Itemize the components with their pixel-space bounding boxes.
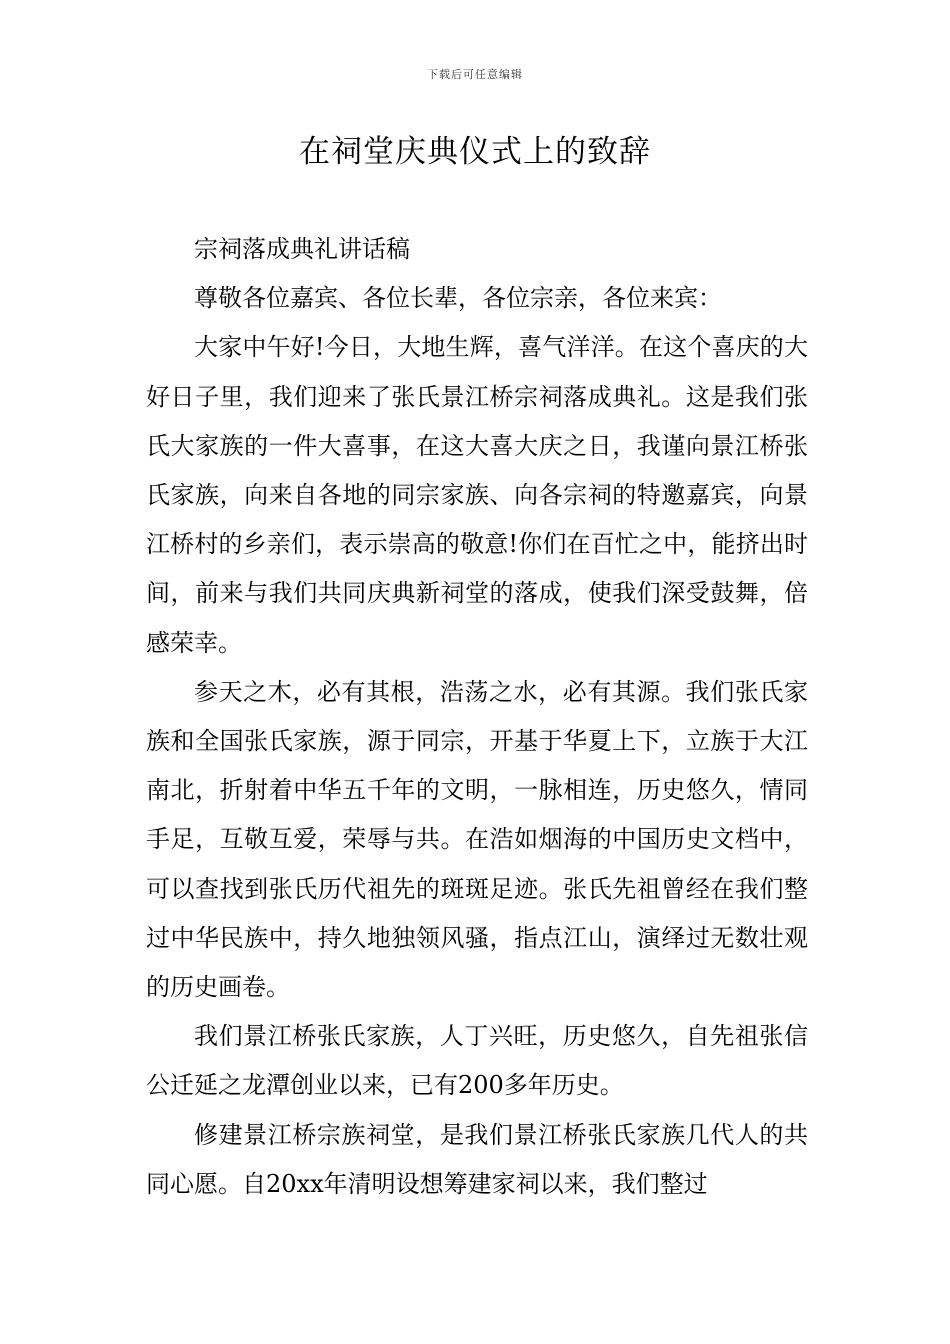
paragraph: 大家中午好!今日，大地生辉，喜气洋洋。在这个喜庆的大好日子里，我们迎来了张氏景江桥宗祠落成典礼。这是我们张氏大家族的一件大喜事，在这大喜大庆之日，我谨向景江桥张氏家族，向来自各地的同宗家族、向各宗祠的特邀嘉宾，向景江桥村的乡亲们，表示崇高的敬意!你们在百忙之中，能挤出时间，前来与我们共同庆典新祠堂的落成，使我们深受鼓舞，倍感荣幸。 [146,333,808,657]
document-body [146,225,808,1209]
paragraph: 参天之木，必有其根，浩荡之水，必有其源。我们张氏家族和全国张氏家族，源于同宗，开基于华夏上下，立族于大江南北，折射着中华五千年的文明，一脉相连，历史悠久，情同手足，互敬互爱，荣辱与共。在浩如烟海的中国历史文档中，可以查找到张氏历代祖先的斑斑足迹。张氏先祖曾经在我们整过中华民族中，持久地独领风骚，指点江山，演绎过无数壮观的历史画卷。 [146,677,808,1002]
paragraph: 我们景江桥张氏家族，人丁兴旺，历史悠久，自先祖张信公迁延之龙潭创业以来，已有200多年历史。 [146,1022,808,1100]
header-note: 下载后可任意编辑 [427,68,523,81]
paragraph: 宗祠落成典礼讲话稿 [194,235,410,263]
paragraph: 尊敬各位嘉宾、各位长辈，各位宗亲，各位来宾： [194,284,722,313]
document-title: 在祠堂庆典仪式上的致辞 [299,134,651,170]
paragraph: 修建景江桥宗族祠堂，是我们景江桥张氏家族几代人的共同心愿。自20xx年清明设想筹建家祠以来，我们整过 [146,1120,808,1198]
